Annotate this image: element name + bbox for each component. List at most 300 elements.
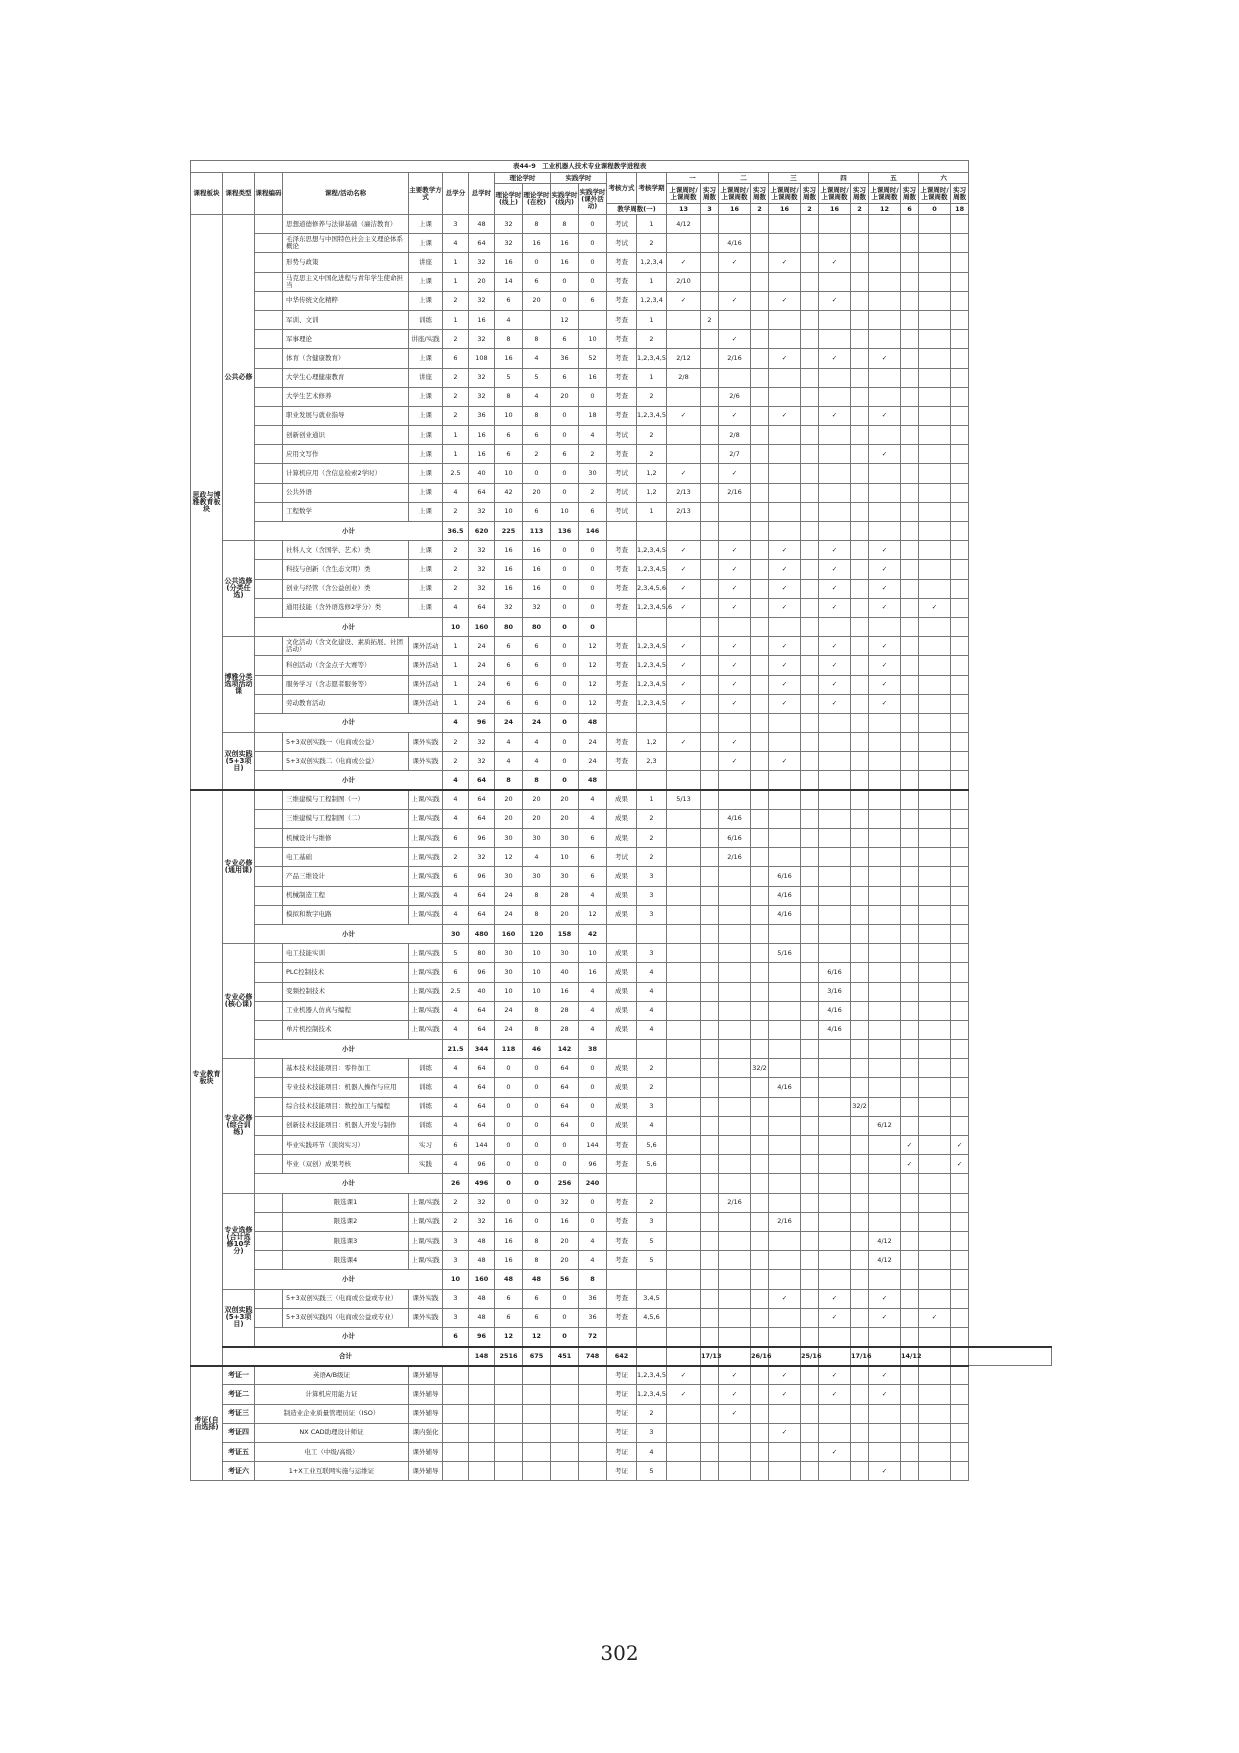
semester-cell xyxy=(901,579,919,598)
semester-cell xyxy=(901,1443,919,1462)
semester-cell xyxy=(769,234,801,253)
subtotal-hours: 344 xyxy=(469,1040,495,1059)
course-credit: 2 xyxy=(443,1212,469,1231)
course-credit: 4 xyxy=(443,598,469,617)
semester-cell: ✓ xyxy=(869,1308,901,1327)
cert-term: 4 xyxy=(637,1443,667,1462)
cert-term: 1,2,3,4,5 xyxy=(637,1385,667,1404)
empty-cell xyxy=(701,1174,719,1193)
subtotal-label: 小计 xyxy=(255,1040,443,1059)
semester-cell xyxy=(869,905,901,924)
semester-cell xyxy=(869,809,901,828)
course-p1: 16 xyxy=(551,1212,579,1231)
semester-cell xyxy=(801,1193,819,1212)
course-t1: 10 xyxy=(495,982,523,1001)
semester-cell: ✓ xyxy=(819,541,851,560)
course-row xyxy=(191,1231,1052,1250)
course-credit: 1 xyxy=(443,445,469,464)
course-mode: 上课/实践 xyxy=(409,1001,443,1020)
empty-cell xyxy=(495,1366,523,1385)
semester-cell: 2/16 xyxy=(719,848,751,867)
empty-cell xyxy=(801,924,819,943)
empty-cell xyxy=(951,1270,969,1289)
semester-cell xyxy=(751,1308,769,1327)
semester-cell xyxy=(751,1289,769,1308)
course-hours: 64 xyxy=(469,1059,495,1078)
subtotal-t1: 160 xyxy=(495,924,523,943)
course-code xyxy=(255,406,283,425)
course-t2: 2 xyxy=(523,445,551,464)
empty-cell xyxy=(801,713,819,732)
sem3-w2: 2 xyxy=(801,204,819,215)
course-hours: 24 xyxy=(469,637,495,656)
semester-cell: 2/16 xyxy=(769,1212,801,1231)
semester-cell: 32/2 xyxy=(851,1097,869,1116)
semester-cell xyxy=(901,656,919,675)
course-row xyxy=(191,560,1052,579)
course-p1: 64 xyxy=(551,1116,579,1135)
semester-cell xyxy=(719,1078,751,1097)
course-name: 限选课4 xyxy=(283,1251,409,1270)
course-name: 创新技术技能项目：机器人开发与制作 xyxy=(283,1116,409,1135)
semester-cell xyxy=(919,809,951,828)
semester-cell xyxy=(701,1193,719,1212)
semester-cell xyxy=(869,464,901,483)
course-row xyxy=(191,445,1052,464)
semester-cell xyxy=(851,656,869,675)
semester-cell xyxy=(851,809,869,828)
course-p2: 12 xyxy=(579,637,607,656)
course-code xyxy=(255,886,283,905)
semester-cell xyxy=(751,1385,769,1404)
course-exam: 考查 xyxy=(607,598,637,617)
semester-cell xyxy=(869,483,901,502)
semester-cell xyxy=(701,368,719,387)
empty-cell xyxy=(901,924,919,943)
semester-cell xyxy=(851,541,869,560)
semester-cell xyxy=(667,809,701,828)
course-p1: 10 xyxy=(551,502,579,521)
empty-cell xyxy=(523,1443,551,1462)
semester-cell xyxy=(869,1423,901,1442)
empty-cell xyxy=(701,1327,719,1346)
course-row xyxy=(191,1020,1052,1039)
semester-cell xyxy=(869,1001,901,1020)
course-p1: 20 xyxy=(551,387,579,406)
course-mode: 上课 xyxy=(409,483,443,502)
course-row xyxy=(191,1078,1052,1097)
cert-exam: 考证 xyxy=(607,1366,637,1385)
semester-4: 四 xyxy=(819,173,869,184)
semester-cell xyxy=(751,406,769,425)
course-name: 应用文写作 xyxy=(283,445,409,464)
course-code xyxy=(255,1059,283,1078)
semester-cell xyxy=(801,349,819,368)
course-p1: 0 xyxy=(551,272,579,291)
course-t1: 16 xyxy=(495,560,523,579)
semester-cell xyxy=(919,1231,951,1250)
course-t2: 5 xyxy=(523,368,551,387)
semester-cell xyxy=(919,1423,951,1442)
course-hours: 40 xyxy=(469,464,495,483)
course-hours: 64 xyxy=(469,598,495,617)
semester-cell: 2/16 xyxy=(719,1193,751,1212)
subtotal-label: 小计 xyxy=(255,713,443,732)
semester-cell xyxy=(769,1116,801,1135)
course-t2: 0 xyxy=(523,1097,551,1116)
empty-cell xyxy=(769,771,801,790)
semester-cell xyxy=(869,426,901,445)
course-hours: 32 xyxy=(469,579,495,598)
course-term: 2 xyxy=(637,426,667,445)
course-credit: 4 xyxy=(443,790,469,809)
semester-cell xyxy=(801,829,819,848)
course-hours: 32 xyxy=(469,330,495,349)
course-term: 1,2,3,4,5 xyxy=(637,656,667,675)
course-p1: 28 xyxy=(551,886,579,905)
course-row xyxy=(191,1251,1052,1270)
semester-cell: ✓ xyxy=(769,253,801,272)
semester-cell: ✓ xyxy=(919,1308,951,1327)
empty-cell xyxy=(637,713,667,732)
semester-cell xyxy=(769,310,801,329)
semester-cell xyxy=(701,1404,719,1423)
course-name: 变频控制技术 xyxy=(283,982,409,1001)
semester-cell xyxy=(751,272,769,291)
semester-cell xyxy=(769,387,801,406)
empty-cell xyxy=(523,1366,551,1385)
semester-cell xyxy=(701,867,719,886)
course-name: 限选课1 xyxy=(283,1193,409,1212)
semester-cell xyxy=(901,330,919,349)
table-title: 表44-9 工业机器人技术专业课程教学进程表 xyxy=(191,161,969,173)
course-name: 电工基础 xyxy=(283,848,409,867)
semester-cell xyxy=(769,445,801,464)
semester-cell xyxy=(801,1212,819,1231)
semester-cell xyxy=(919,541,951,560)
course-code xyxy=(255,809,283,828)
empty-cell xyxy=(901,617,919,636)
semester-cell xyxy=(701,733,719,752)
semester-cell xyxy=(701,1443,719,1462)
semester-cell: 3/16 xyxy=(819,982,851,1001)
semester-cell xyxy=(819,944,851,963)
semester-cell: ✓ xyxy=(769,752,801,771)
course-code xyxy=(255,829,283,848)
course-credit: 2 xyxy=(443,560,469,579)
semester-cell xyxy=(701,809,719,828)
course-credit: 6 xyxy=(443,867,469,886)
semester-cell xyxy=(701,1366,719,1385)
semester-cell xyxy=(901,368,919,387)
course-t2: 8 xyxy=(523,215,551,234)
total-semester-cell xyxy=(719,1347,751,1366)
semester-cell xyxy=(869,1078,901,1097)
semester-cell: 2/7 xyxy=(719,445,751,464)
semester-cell xyxy=(851,426,869,445)
course-code xyxy=(255,310,283,329)
semester-cell xyxy=(901,1385,919,1404)
semester-cell xyxy=(801,944,819,963)
semester-cell xyxy=(667,829,701,848)
semester-cell xyxy=(801,215,819,234)
cert-row xyxy=(191,1443,1052,1462)
semester-cell xyxy=(951,1116,969,1135)
course-term: 2 xyxy=(637,809,667,828)
course-t1: 6 xyxy=(495,694,523,713)
semester-cell xyxy=(851,752,869,771)
subtotal-t1: 24 xyxy=(495,713,523,732)
semester-cell: ✓ xyxy=(719,694,751,713)
empty-cell xyxy=(607,1040,637,1059)
semester-cell xyxy=(701,848,719,867)
semester-cell: ✓ xyxy=(869,579,901,598)
semester-cell xyxy=(719,963,751,982)
empty-cell xyxy=(579,1385,607,1404)
course-name: 科创活动（含金点子大赛等） xyxy=(283,656,409,675)
empty-cell xyxy=(869,1270,901,1289)
course-hours: 96 xyxy=(469,867,495,886)
semester-cell xyxy=(819,368,851,387)
course-row xyxy=(191,1097,1052,1116)
course-mode: 课外实践 xyxy=(409,752,443,771)
course-term: 4,5,6 xyxy=(637,1308,667,1327)
semester-cell xyxy=(901,829,919,848)
semester-cell xyxy=(769,1020,801,1039)
empty-cell xyxy=(443,1462,469,1481)
course-hours: 32 xyxy=(469,560,495,579)
semester-cell xyxy=(667,1308,701,1327)
course-row xyxy=(191,1059,1052,1078)
course-row xyxy=(191,829,1052,848)
semester-cell xyxy=(751,1212,769,1231)
course-name: 5+3双创实践四（电商或公益或专业） xyxy=(283,1308,409,1327)
course-t2: 30 xyxy=(523,829,551,848)
subtotal-t1: 225 xyxy=(495,522,523,541)
semester-cell xyxy=(901,502,919,521)
course-row xyxy=(191,1116,1052,1135)
semester-cell xyxy=(901,1308,919,1327)
semester-cell xyxy=(919,215,951,234)
cert-mode: 课外辅导 xyxy=(409,1404,443,1423)
course-term: 1,2 xyxy=(637,733,667,752)
course-t1: 16 xyxy=(495,1251,523,1270)
course-code xyxy=(255,1289,283,1308)
course-p1: 0 xyxy=(551,560,579,579)
subtotal-p2: 8 xyxy=(579,1270,607,1289)
course-p2: 4 xyxy=(579,886,607,905)
semester-cell xyxy=(951,752,969,771)
semester-cell xyxy=(919,944,951,963)
semester-cell: ✓ xyxy=(819,1385,851,1404)
semester-cell: ✓ xyxy=(819,349,851,368)
plate-cell: 专业教育板块 xyxy=(191,790,223,1366)
course-name: 创新创业通识 xyxy=(283,426,409,445)
course-mode: 课外活动 xyxy=(409,656,443,675)
course-exam: 考试 xyxy=(607,234,637,253)
semester-cell xyxy=(869,330,901,349)
empty-cell xyxy=(851,522,869,541)
semester-cell xyxy=(919,330,951,349)
course-row xyxy=(191,656,1052,675)
course-mode: 上课 xyxy=(409,560,443,579)
course-p2: 96 xyxy=(579,1155,607,1174)
subtotal-label: 小计 xyxy=(255,1270,443,1289)
empty-cell xyxy=(719,1040,751,1059)
empty-cell xyxy=(469,1423,495,1442)
course-exam: 考查 xyxy=(607,1136,637,1155)
semester-cell xyxy=(751,637,769,656)
header-name: 课程/活动名称 xyxy=(283,173,409,215)
course-t2: 8 xyxy=(523,330,551,349)
course-t1: 16 xyxy=(495,541,523,560)
course-term: 5,6 xyxy=(637,1136,667,1155)
empty-cell xyxy=(523,1404,551,1423)
course-exam: 考查 xyxy=(607,637,637,656)
type-cell: 双创实践(5+3项目) xyxy=(223,733,255,791)
semester-cell: ✓ xyxy=(667,694,701,713)
course-code xyxy=(255,1193,283,1212)
cert-name: NX CAD助理设计师证 xyxy=(255,1423,409,1442)
semester-cell xyxy=(951,310,969,329)
semester-cell xyxy=(919,1001,951,1020)
course-p2: 36 xyxy=(579,1308,607,1327)
course-name: 毛泽东思想与中国特色社会主义理论体系概论 xyxy=(283,234,409,253)
course-t2: 0 xyxy=(523,464,551,483)
semester-cell xyxy=(667,963,701,982)
semester-cell: ✓ xyxy=(819,675,851,694)
subtotal-credit: 21.5 xyxy=(443,1040,469,1059)
subtotal-hours: 96 xyxy=(469,1327,495,1346)
course-row xyxy=(191,541,1052,560)
course-row xyxy=(191,406,1052,425)
course-credit: 2 xyxy=(443,406,469,425)
course-t1: 16 xyxy=(495,1212,523,1231)
total-semester-cell xyxy=(769,1347,801,1366)
course-p2: 2 xyxy=(579,445,607,464)
course-credit: 2 xyxy=(443,733,469,752)
sem2-a: 上课周时/上课周数 xyxy=(719,184,751,204)
course-mode: 讲座/实践 xyxy=(409,330,443,349)
semester-cell xyxy=(751,1251,769,1270)
cert-exam: 考证 xyxy=(607,1385,637,1404)
course-p2: 52 xyxy=(579,349,607,368)
course-t2: 4 xyxy=(523,387,551,406)
empty-cell xyxy=(579,1423,607,1442)
semester-cell xyxy=(667,426,701,445)
semester-cell xyxy=(719,1116,751,1135)
course-p1: 0 xyxy=(551,598,579,617)
course-term: 5 xyxy=(637,1251,667,1270)
semester-cell: ✓ xyxy=(769,1423,801,1442)
subtotal-credit: 4 xyxy=(443,713,469,732)
semester-cell xyxy=(751,234,769,253)
course-t2: 4 xyxy=(523,752,551,771)
course-hours: 144 xyxy=(469,1136,495,1155)
course-code xyxy=(255,464,283,483)
semester-cell xyxy=(951,848,969,867)
semester-cell xyxy=(869,1193,901,1212)
course-name: 机械制造工程 xyxy=(283,886,409,905)
course-code xyxy=(255,387,283,406)
semester-cell xyxy=(951,502,969,521)
semester-cell xyxy=(869,1059,901,1078)
course-t2: 6 xyxy=(523,675,551,694)
empty-cell xyxy=(869,617,901,636)
semester-cell xyxy=(701,1097,719,1116)
course-name: 大学生心理健康教育 xyxy=(283,368,409,387)
semester-cell xyxy=(851,368,869,387)
course-code xyxy=(255,905,283,924)
course-p1: 32 xyxy=(551,1193,579,1212)
semester-cell xyxy=(769,215,801,234)
semester-cell xyxy=(719,1136,751,1155)
semester-cell xyxy=(751,982,769,1001)
empty-cell xyxy=(869,924,901,943)
semester-cell xyxy=(701,598,719,617)
course-mode: 讲座 xyxy=(409,368,443,387)
semester-cell xyxy=(667,905,701,924)
semester-cell: ✓ xyxy=(769,1366,801,1385)
empty-cell xyxy=(919,1040,951,1059)
semester-cell: ✓ xyxy=(869,560,901,579)
course-p2: 12 xyxy=(579,905,607,924)
subtotal-p1: 158 xyxy=(551,924,579,943)
course-name: 产品三维设计 xyxy=(283,867,409,886)
semester-cell xyxy=(801,867,819,886)
semester-cell: 4/12 xyxy=(869,1251,901,1270)
course-hours: 64 xyxy=(469,483,495,502)
semester-cell xyxy=(751,291,769,310)
total-semester-cell: 17/16 xyxy=(851,1347,869,1366)
course-exam: 考查 xyxy=(607,1289,637,1308)
empty-cell xyxy=(607,522,637,541)
course-name: 军事理论 xyxy=(283,330,409,349)
course-mode: 上课 xyxy=(409,464,443,483)
sem6-a: 上课周时/上课周数 xyxy=(919,184,951,204)
semester-cell xyxy=(751,1097,769,1116)
semester-cell xyxy=(851,310,869,329)
subtotal-label: 小计 xyxy=(255,924,443,943)
semester-cell xyxy=(851,1289,869,1308)
course-t2: 8 xyxy=(523,1020,551,1039)
semester-cell xyxy=(951,1443,969,1462)
empty-cell xyxy=(469,1443,495,1462)
course-credit: 3 xyxy=(443,1308,469,1327)
course-p1: 12 xyxy=(551,310,579,329)
course-hours: 32 xyxy=(469,253,495,272)
empty-cell xyxy=(769,1040,801,1059)
semester-cell xyxy=(851,1155,869,1174)
course-credit: 2.5 xyxy=(443,464,469,483)
semester-cell: 2 xyxy=(701,310,719,329)
empty-cell xyxy=(443,1385,469,1404)
cert-mode: 课外辅导 xyxy=(409,1385,443,1404)
course-row xyxy=(191,944,1052,963)
course-code xyxy=(255,215,283,234)
course-t1: 20 xyxy=(495,790,523,809)
subtotal-t2: 120 xyxy=(523,924,551,943)
semester-cell xyxy=(951,867,969,886)
empty-cell xyxy=(919,713,951,732)
header-hours: 总学时 xyxy=(469,173,495,215)
semester-cell xyxy=(769,848,801,867)
empty-cell xyxy=(751,522,769,541)
course-name: 5+3双创实践一（电商或公益） xyxy=(283,733,409,752)
course-p1: 6 xyxy=(551,330,579,349)
header-mode: 主要教学方式 xyxy=(409,173,443,215)
course-row xyxy=(191,982,1052,1001)
